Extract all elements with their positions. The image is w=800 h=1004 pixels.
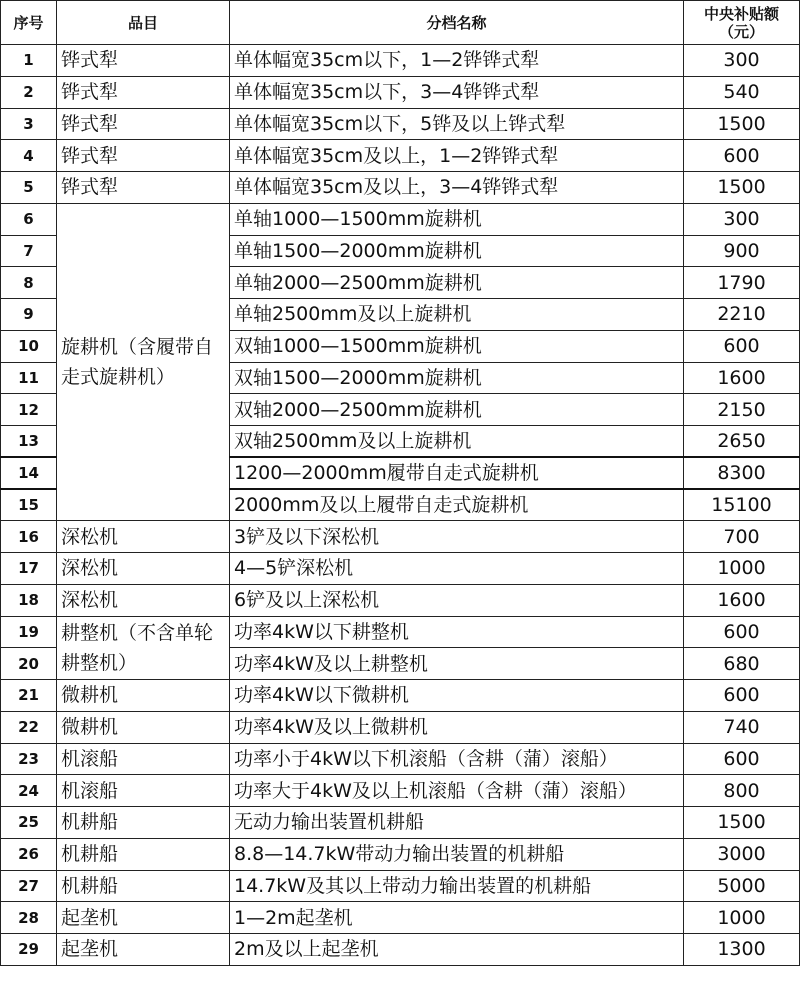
row-no: 27 — [1, 870, 57, 902]
row-subsidy: 700 — [684, 521, 800, 553]
row-grade: 无动力输出装置机耕船 — [230, 807, 684, 839]
row-subsidy: 1600 — [684, 362, 800, 394]
table-row — [1, 553, 800, 585]
row-subsidy: 8300 — [684, 457, 800, 489]
row-grade: 单体幅宽35cm及以上，3—4铧铧式犁 — [230, 172, 684, 204]
row-no: 26 — [1, 838, 57, 870]
row-no: 18 — [1, 584, 57, 616]
row-item: 铧式犁 — [57, 76, 230, 108]
row-subsidy: 600 — [684, 616, 800, 648]
row-grade: 功率大于4kW及以上机滚船（含耕（蒲）滚船） — [230, 775, 684, 807]
row-subsidy: 1000 — [684, 902, 800, 934]
row-grade: 8.8—14.7kW带动力输出装置的机耕船 — [230, 838, 684, 870]
row-subsidy: 5000 — [684, 870, 800, 902]
row-no: 7 — [1, 235, 57, 267]
row-no: 4 — [1, 140, 57, 172]
row-grade: 单体幅宽35cm及以上，1—2铧铧式犁 — [230, 140, 684, 172]
row-subsidy: 2650 — [684, 426, 800, 458]
row-subsidy: 1790 — [684, 267, 800, 299]
table-row — [1, 616, 800, 648]
table-row — [1, 902, 800, 934]
row-grade: 双轴2500mm及以上旋耕机 — [230, 426, 684, 458]
row-no: 21 — [1, 680, 57, 712]
row-subsidy: 15100 — [684, 489, 800, 521]
row-grade: 单轴1000—1500mm旋耕机 — [230, 203, 684, 235]
row-no: 11 — [1, 362, 57, 394]
table-row — [1, 521, 800, 553]
row-item: 机耕船 — [57, 870, 230, 902]
row-grade: 双轴2000—2500mm旋耕机 — [230, 394, 684, 426]
row-grade: 2m及以上起垄机 — [230, 934, 684, 966]
row-subsidy: 3000 — [684, 838, 800, 870]
row-no: 6 — [1, 203, 57, 235]
table-row — [1, 711, 800, 743]
table-row — [1, 934, 800, 966]
row-no: 16 — [1, 521, 57, 553]
row-no: 15 — [1, 489, 57, 521]
row-no: 2 — [1, 76, 57, 108]
row-item: 铧式犁 — [57, 45, 230, 77]
row-subsidy: 600 — [684, 680, 800, 712]
table-row — [1, 203, 800, 235]
row-item: 深松机 — [57, 521, 230, 553]
row-item: 铧式犁 — [57, 172, 230, 204]
row-grade: 4—5铲深松机 — [230, 553, 684, 585]
row-grade: 功率小于4kW以下机滚船（含耕（蒲）滚船） — [230, 743, 684, 775]
row-no: 22 — [1, 711, 57, 743]
row-no: 5 — [1, 172, 57, 204]
row-item: 起垄机 — [57, 934, 230, 966]
table-header-row — [1, 1, 800, 45]
row-grade: 功率4kW以下耕整机 — [230, 616, 684, 648]
row-subsidy: 1500 — [684, 108, 800, 140]
row-grade: 单轴2500mm及以上旋耕机 — [230, 299, 684, 331]
row-subsidy: 800 — [684, 775, 800, 807]
row-no: 3 — [1, 108, 57, 140]
row-no: 10 — [1, 330, 57, 362]
row-subsidy: 300 — [684, 203, 800, 235]
row-grade: 双轴1000—1500mm旋耕机 — [230, 330, 684, 362]
row-no: 29 — [1, 934, 57, 966]
row-grade: 2000mm及以上履带自走式旋耕机 — [230, 489, 684, 521]
row-subsidy: 2150 — [684, 394, 800, 426]
header-grade: 分档名称 — [230, 1, 684, 45]
row-grade: 14.7kW及其以上带动力输出装置的机耕船 — [230, 870, 684, 902]
row-no: 20 — [1, 648, 57, 680]
row-grade: 1—2m起垄机 — [230, 902, 684, 934]
row-no: 24 — [1, 775, 57, 807]
row-grade: 功率4kW及以上耕整机 — [230, 648, 684, 680]
table-row — [1, 45, 800, 77]
row-no: 17 — [1, 553, 57, 585]
row-item: 起垄机 — [57, 902, 230, 934]
row-no: 9 — [1, 299, 57, 331]
table-row — [1, 807, 800, 839]
row-grade: 3铲及以下深松机 — [230, 521, 684, 553]
row-grade: 单轴2000—2500mm旋耕机 — [230, 267, 684, 299]
row-grade: 功率4kW及以上微耕机 — [230, 711, 684, 743]
row-item-merged: 旋耕机（含履带自走式旋耕机） — [57, 203, 230, 521]
row-grade: 功率4kW以下微耕机 — [230, 680, 684, 712]
row-item: 微耕机 — [57, 680, 230, 712]
row-subsidy: 540 — [684, 76, 800, 108]
row-subsidy: 1300 — [684, 934, 800, 966]
row-subsidy: 1500 — [684, 807, 800, 839]
row-subsidy: 740 — [684, 711, 800, 743]
table-row — [1, 775, 800, 807]
row-grade: 单体幅宽35cm以下，1—2铧铧式犁 — [230, 45, 684, 77]
row-grade: 单体幅宽35cm以下，3—4铧铧式犁 — [230, 76, 684, 108]
header-no: 序号 — [1, 1, 57, 45]
table-row — [1, 108, 800, 140]
row-item: 机耕船 — [57, 838, 230, 870]
row-subsidy: 600 — [684, 330, 800, 362]
table-row — [1, 838, 800, 870]
table-row — [1, 870, 800, 902]
row-subsidy: 1500 — [684, 172, 800, 204]
table-row — [1, 584, 800, 616]
row-no: 8 — [1, 267, 57, 299]
row-grade: 单体幅宽35cm以下，5铧及以上铧式犁 — [230, 108, 684, 140]
row-no: 28 — [1, 902, 57, 934]
row-item: 机耕船 — [57, 807, 230, 839]
row-no: 14 — [1, 457, 57, 489]
row-no: 12 — [1, 394, 57, 426]
row-item: 机滚船 — [57, 775, 230, 807]
row-no: 13 — [1, 426, 57, 458]
row-grade: 双轴1500—2000mm旋耕机 — [230, 362, 684, 394]
row-item: 机滚船 — [57, 743, 230, 775]
row-subsidy: 900 — [684, 235, 800, 267]
row-item: 铧式犁 — [57, 140, 230, 172]
row-item: 深松机 — [57, 584, 230, 616]
row-subsidy: 600 — [684, 140, 800, 172]
row-grade: 1200—2000mm履带自走式旋耕机 — [230, 457, 684, 489]
row-subsidy: 300 — [684, 45, 800, 77]
row-no: 25 — [1, 807, 57, 839]
row-subsidy: 2210 — [684, 299, 800, 331]
table-row — [1, 172, 800, 204]
row-item: 深松机 — [57, 553, 230, 585]
header-item: 品目 — [57, 1, 230, 45]
row-grade: 6铲及以上深松机 — [230, 584, 684, 616]
row-item: 铧式犁 — [57, 108, 230, 140]
table-row — [1, 76, 800, 108]
table-row — [1, 140, 800, 172]
row-grade: 单轴1500—2000mm旋耕机 — [230, 235, 684, 267]
row-no: 1 — [1, 45, 57, 77]
row-subsidy: 1600 — [684, 584, 800, 616]
row-subsidy: 600 — [684, 743, 800, 775]
row-no: 23 — [1, 743, 57, 775]
row-subsidy: 1000 — [684, 553, 800, 585]
row-no: 19 — [1, 616, 57, 648]
row-item: 微耕机 — [57, 711, 230, 743]
row-item-merged: 耕整机（不含单轮耕整机） — [57, 616, 230, 680]
row-subsidy: 680 — [684, 648, 800, 680]
table-row — [1, 743, 800, 775]
table-row — [1, 680, 800, 712]
header-subsidy: 中央补贴额（元） — [684, 1, 800, 45]
